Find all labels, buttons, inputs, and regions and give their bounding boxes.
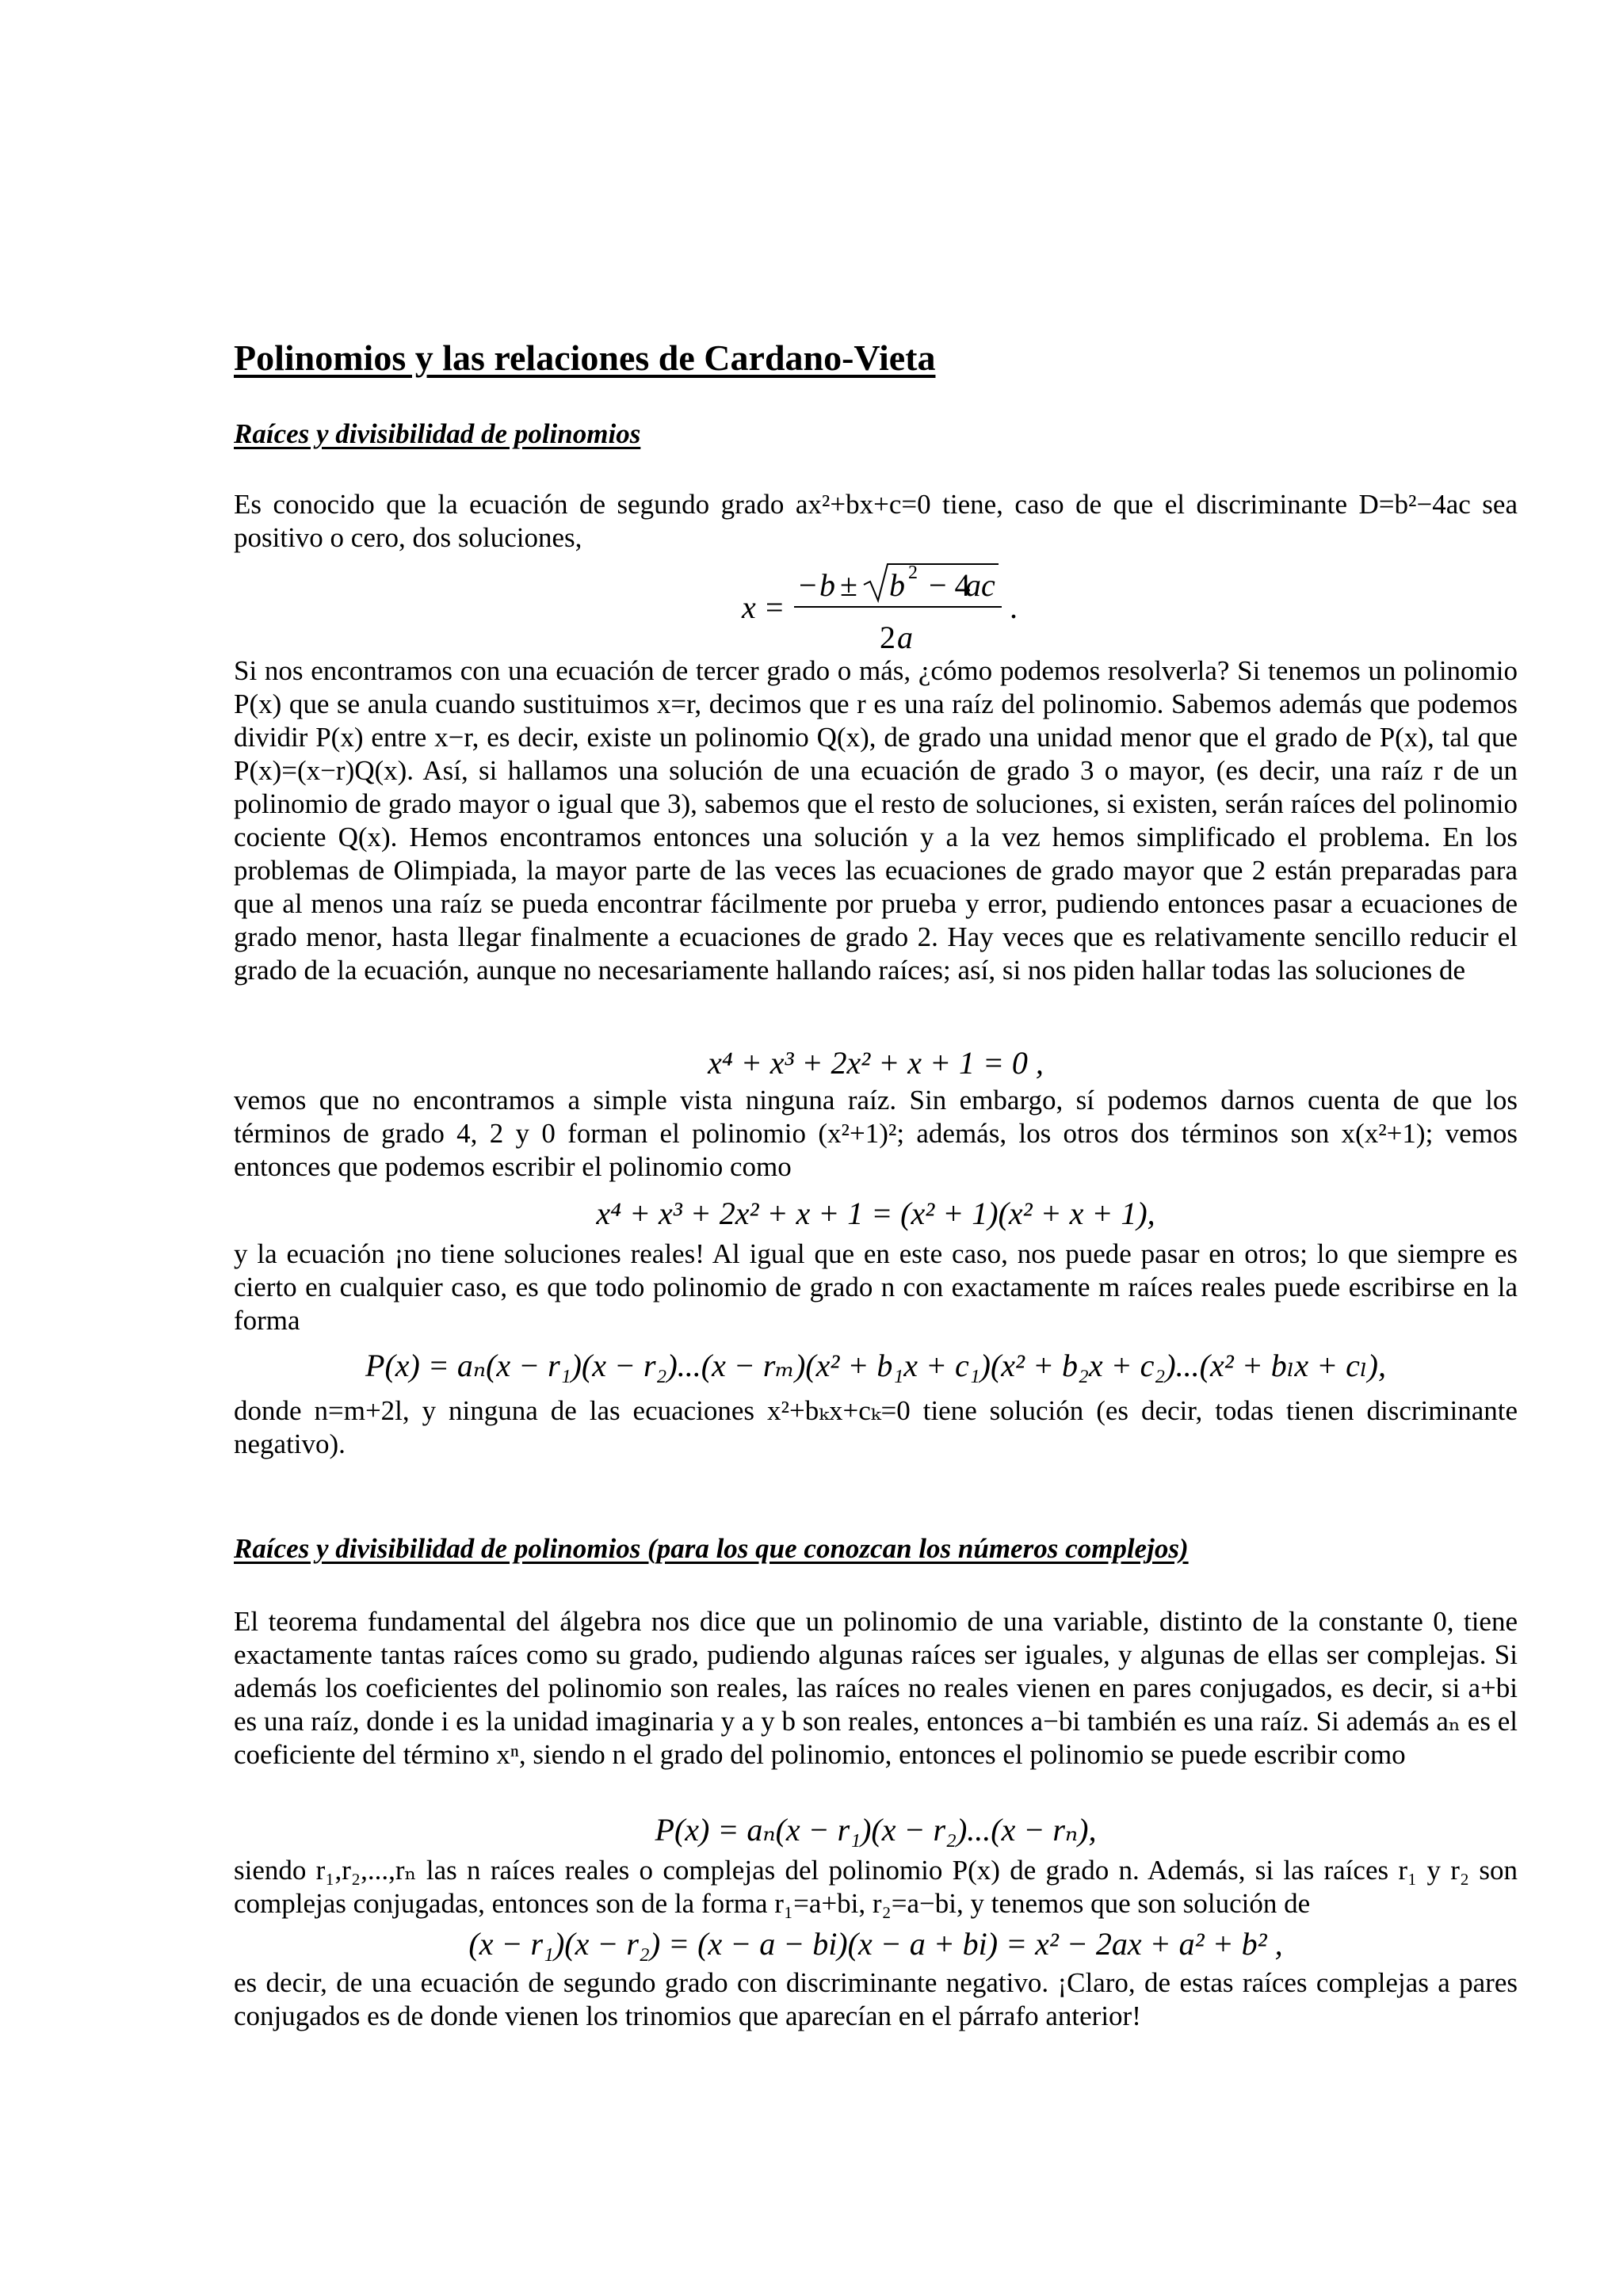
- paragraph-conclusion: es decir, de una ecuación de segundo grado con discriminante negativo. ¡Claro, de estas raíces complejas a pares conjugados es de donde vienen los trinomios que aparecían en el párrafo anterior!: [234, 1967, 1518, 2031]
- svg-text:2: 2: [880, 620, 896, 655]
- svg-text:2: 2: [908, 563, 918, 583]
- svg-text:a: a: [897, 620, 913, 655]
- equation-complete-factorization: P(x) = aₙ(x − r₁)(x − r₂)...(x − rₙ),: [655, 1812, 1097, 1848]
- svg-text:b: b: [819, 567, 835, 603]
- section-heading-complex: Raíces y divisibilidad de polinomios (para los que conozcan los números complejos): [234, 1533, 1189, 1564]
- equation-conjugate-product: (x − r₁)(x − r₂) = (x − a − bi)(x − a + bi) = x² − 2ax + a² + b² ,: [468, 1926, 1283, 1962]
- svg-text:b: b: [889, 567, 905, 603]
- equation-quartic-factored: x⁴ + x³ + 2x² + x + 1 = (x² + 1)(x² + x + 1),: [596, 1196, 1155, 1231]
- paragraph-quadratic: Es conocido que la ecuación de segundo grado ax²+bx+c=0 tiene, caso de que el discriminante D=b²−4ac sea positivo o cero, dos soluciones,: [234, 489, 1518, 553]
- equation-quadratic-formula-text: [1054, 558, 1055, 559]
- svg-text:ac: ac: [965, 567, 995, 603]
- paragraph-general-form: y la ecuación ¡no tiene soluciones reales! Al igual que en este caso, nos puede pasar en otros; lo que siempre es cierto en cualquier caso, es que todo polinomio de grado n con exactamente m raíces reales puede escribirse en la forma: [234, 1238, 1518, 1336]
- svg-text:−: −: [799, 567, 817, 603]
- equation-quartic: x⁴ + x³ + 2x² + x + 1 = 0 ,: [708, 1045, 1044, 1081]
- svg-text:x: x: [742, 589, 756, 625]
- svg-text:− 4: − 4: [929, 567, 971, 603]
- paragraph-where-condition: donde n=m+2l, y ninguna de las ecuaciones x²+bₖx+cₖ=0 tiene solución (es decir, todas tienen discriminante negativo).: [234, 1395, 1518, 1459]
- quadratic-formula-graphic: [737, 558, 1054, 661]
- section-heading-roots: Raíces y divisibilidad de polinomios: [234, 418, 641, 449]
- svg-text:=: =: [766, 589, 784, 625]
- paragraph-fundamental-theorem: El teorema fundamental del álgebra nos dice que un polinomio de una variable, distinto de la constante 0, tiene exactamente tantas raíces como su grado, pudiendo algunas raíces ser iguales, y algunas de ellas ser complejas. Si además los coeficientes del polinomio son reales, las raíces no reales vienen en pares conjugados, es decir, si a+bi es una raíz, donde i es la unidad imaginaria y a y b son reales, entonces a−bi también es una raíz. Si además aₙ es el coeficiente del término xⁿ, siendo n el grado del polinomio, entonces el polinomio se puede escribir como: [234, 1606, 1518, 1770]
- equation-quadratic-formula: [737, 558, 1054, 661]
- paragraph-factor-observation: vemos que no encontramos a simple vista ninguna raíz. Sin embargo, sí podemos darnos cuenta de que los términos de grado 4, 2 y 0 forman el polinomio (x²+1)²; además, los otros dos términos son x(x²+1); vemos entonces que podemos escribir el polinomio como: [234, 1085, 1518, 1182]
- svg-text:.: .: [1010, 589, 1018, 625]
- svg-text:±: ±: [840, 567, 857, 603]
- paragraph-conjugate-roots: siendo r₁,r₂,...,rₙ las n raíces reales o complejas del polinomio P(x) de grado n. Además, si las raíces r₁ y r₂ son complejas conjugadas, entonces son de la forma r₁=a+bi, r₂=a−bi, y tenemos que son solución de: [234, 1855, 1518, 1919]
- document-title: Polinomios y las relaciones de Cardano-Vieta: [234, 338, 936, 378]
- equation-general-factorization: P(x) = aₙ(x − r₁)(x − r₂)...(x − rₘ)(x² + b₁x + c₁)(x² + b₂x + c₂)...(x² + bₗx + cₗ),: [365, 1348, 1386, 1383]
- paragraph-cubic-roots: Si nos encontramos con una ecuación de tercer grado o más, ¿cómo podemos resolverla? Si tenemos un polinomio P(x) que se anula cuando sustituimos x=r, decimos que r es una raíz del polinomio. Sabemos además que podemos dividir P(x) entre x−r, es decir, existe un polinomio Q(x), de grado una unidad menor que el grado de P(x), tal que P(x)=(x−r)Q(x). Así, si hallamos una solución de una ecuación de grado 3 o mayor, (es decir, una raíz r de un polinomio de grado mayor o igual que 3), sabemos que el resto de soluciones, si existen, serán raíces del polinomio cociente Q(x). Hemos encontramos entonces una solución y a la vez hemos simplificado el problema. En los problemas de Olimpiada, la mayor parte de las veces las ecuaciones de grado mayor que 2 están preparadas para que al menos una raíz se pueda encontrar fácilmente por prueba y error, pudiendo entonces pasar a ecuaciones de grado menor, hasta llegar finalmente a ecuaciones de grado 2. Hay veces que es relativamente sencillo reducir el grado de la ecuación, aunque no necesariamente hallando raíces; así, si nos piden hallar todas las soluciones de: [234, 655, 1518, 986]
